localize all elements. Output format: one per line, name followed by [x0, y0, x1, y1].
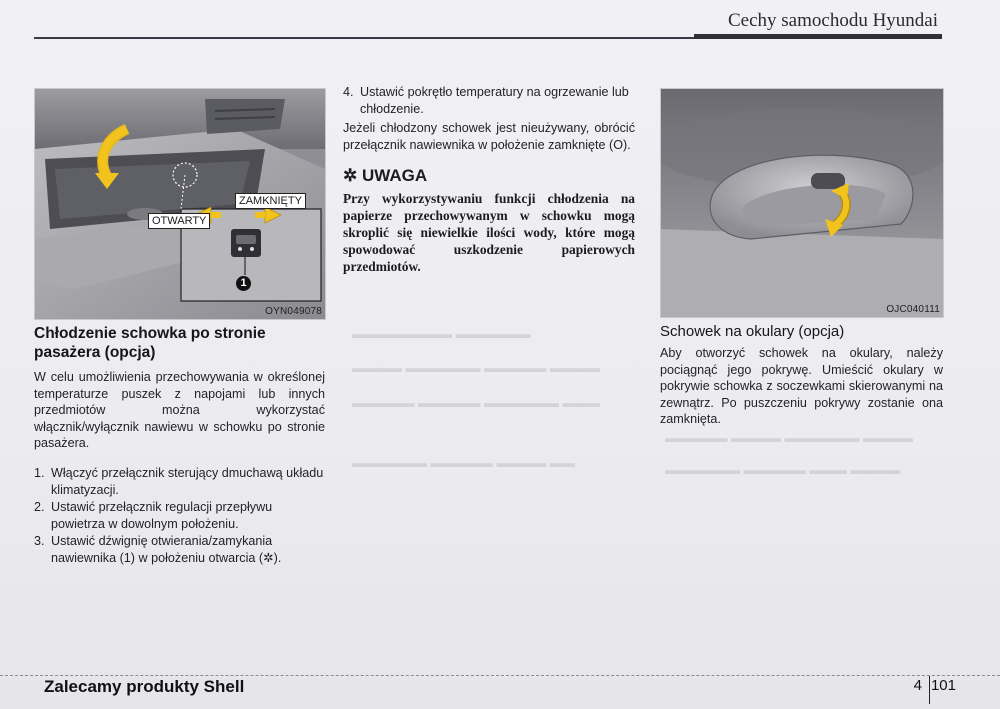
figure-code: OYN049078 [265, 306, 322, 317]
footer-rule [0, 675, 1000, 676]
list-item: 1. Włączyć przełącznik sterujący dmuchawą układu klimatyzacji. [34, 465, 324, 497]
bleed-through-text: ▬▬▬▬▬ ▬▬▬▬▬ ▬▬▬▬▬▬ ▬▬▬ [352, 396, 600, 410]
glovebox-cooling-figure [34, 88, 326, 320]
bleed-through-text: ▬▬▬▬ ▬▬▬▬▬▬ ▬▬▬▬▬ ▬▬▬▬ [352, 361, 600, 375]
left-column [34, 324, 325, 568]
page-number-separator [929, 676, 930, 704]
header-bar [694, 34, 942, 39]
bleed-through-text: ▬▬▬▬▬ ▬▬▬▬ ▬▬▬▬▬▬ ▬▬▬▬ [665, 431, 913, 445]
middle-column [343, 84, 635, 275]
bleed-through-text: ▬▬▬▬▬▬ ▬▬▬▬▬ ▬▬▬ ▬▬▬▬ [665, 463, 901, 477]
warning-text: Przy wykorzystywaniu funkcji chłodzenia na papierze przechowywanym w schowku mogą skroplić się niewielkie ilości wody, które mogą spowodować uszkodzenie papierowych przedmiotów. [343, 191, 635, 275]
list-item: 2. Ustawić przełącznik regulacji przepływu powietrza w dowolnym położeniu. [34, 500, 273, 531]
page-number: 4 101 [913, 677, 956, 694]
section-title: Chłodzenie schowka po stronie pasażera (opcja) [34, 325, 266, 361]
steps-list-continued [343, 84, 635, 117]
section-title: Schowek na okulary (opcja) [660, 323, 845, 340]
note-paragraph: Jeżeli chłodzony schowek jest nieużywany, obrócić przełącznik nawiewnika w położenie zamknięte (O). [343, 121, 635, 152]
label-closed: ZAMKNIĘTY [235, 193, 306, 209]
label-open: OTWARTY [148, 213, 210, 229]
bleed-through-text: ▬▬▬▬▬▬▬▬ ▬▬▬▬▬▬ [352, 327, 531, 341]
steps-list [34, 465, 325, 567]
callout-1: 1 [236, 276, 251, 291]
running-header: Cechy samochodu Hyundai [727, 10, 938, 31]
sunglass-holder-paragraph: Aby otworzyć schowek na okulary, należy pociągnąć jego pokrywę. Umieścić okulary w pokrywie schowka z soczewkami skierowanymi na zewnątrz. Po puszczeniu pokrywy zostanie ona zamknięta. [660, 346, 943, 427]
warning-title: ✲ UWAGA [343, 166, 428, 186]
bleed-through-text: ▬▬▬▬▬▬ ▬▬▬▬▬ ▬▬▬▬ ▬▬ [352, 456, 575, 470]
footer-brand-text: Zalecamy produkty Shell [44, 677, 245, 696]
list-item: 3. Ustawić dźwignię otwierania/zamykania nawiewnika (1) w położeniu otwarcia (✲). [34, 534, 282, 565]
sunglass-holder-figure [660, 88, 944, 318]
right-column [660, 322, 943, 428]
figure-code: OJC040111 [886, 304, 940, 315]
intro-paragraph: W celu umożliwienia przechowywania w określonej temperaturze puszek z napojami lub innych przedmiotów można wykorzystać włącznik/wyłącznik nawiewu w schowku po stronie pasażera. [34, 370, 325, 451]
list-item: 4. Ustawić pokrętło temperatury na ogrzewanie lub chłodzenie. [343, 85, 629, 116]
